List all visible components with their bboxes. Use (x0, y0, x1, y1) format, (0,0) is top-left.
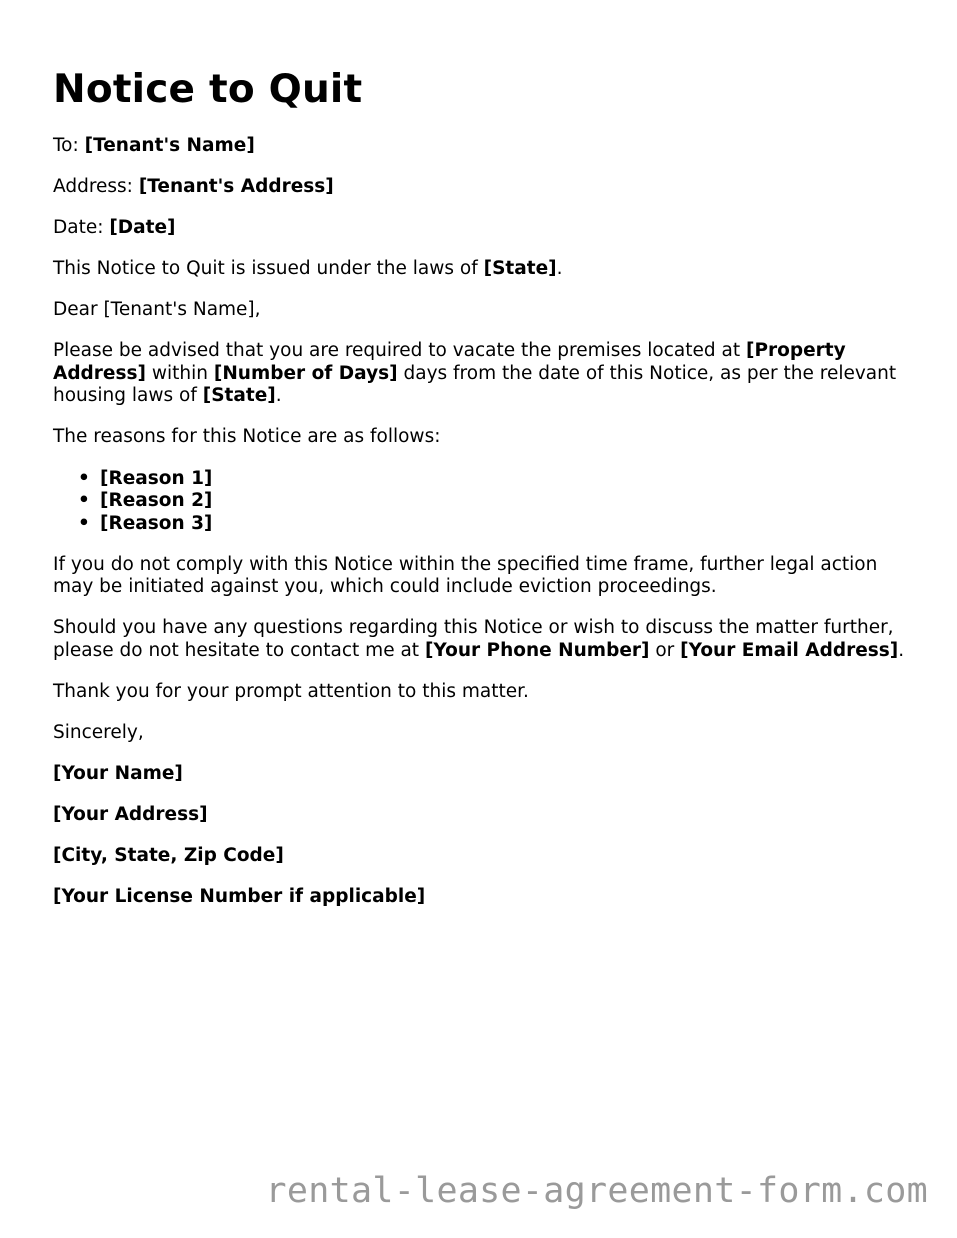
bullet-icon: • (78, 467, 90, 489)
address-value: [Tenant's Address] (138, 176, 334, 197)
vacate-state: [State] (202, 385, 276, 406)
address-label: Address: (53, 176, 133, 197)
document-page (53, 0, 918, 908)
to-label: To: (53, 135, 79, 156)
list-item (78, 512, 918, 536)
contact-end: . (898, 639, 905, 661)
bullet-icon: • (78, 512, 90, 534)
reason-text: [Reason 1] (100, 467, 213, 489)
signature-license: [Your License Number if applicable] (53, 885, 426, 907)
contact-email: [Your Email Address] (680, 639, 899, 661)
signature-address: [Your Address] (53, 803, 208, 825)
reason-text: [Reason 3] (100, 512, 213, 534)
list-item (78, 490, 918, 513)
signature-city: [City, State, Zip Code] (53, 844, 284, 866)
thanks-paragraph: Thank you for your prompt attention to this matter. (53, 680, 529, 702)
contact-paragraph (53, 617, 918, 662)
reason-text: [Reason 2] (100, 490, 213, 511)
issued-end: . (556, 258, 563, 279)
date-label: Date: (53, 217, 104, 238)
vacate-part2: within (151, 362, 208, 384)
issued-text: This Notice to Quit is issued under the laws of (53, 258, 478, 279)
vacate-part1: Please be advised that you are required to vacate the premises located at (53, 340, 741, 361)
date-line (53, 217, 918, 240)
address-line (53, 176, 918, 199)
vacate-end: . (275, 385, 282, 406)
page-title: Notice to Quit (53, 67, 363, 112)
bullet-icon: • (78, 490, 90, 511)
to-line (53, 135, 918, 158)
reasons-intro: The reasons for this Notice are as follows: (53, 426, 441, 447)
salutation: Dear [Tenant's Name], (53, 299, 261, 320)
compliance-paragraph: If you do not comply with this Notice within the specified time frame, further legal action may be initiated against you, which could include eviction proceedings. (53, 553, 878, 597)
vacate-paragraph (53, 340, 918, 408)
date-value: [Date] (109, 217, 176, 238)
signature-name: [Your Name] (53, 762, 183, 784)
vacate-days: [Number of Days] (213, 362, 398, 384)
list-item (78, 467, 918, 491)
closing: Sincerely, (53, 721, 144, 743)
issued-paragraph (53, 258, 918, 281)
reasons-list (53, 468, 918, 536)
contact-or: or (655, 639, 675, 661)
watermark: rental-lease-agreement-form.com (265, 1171, 928, 1211)
vacate-property: [Property Address] (53, 340, 846, 384)
contact-phone: [Your Phone Number] (424, 639, 650, 661)
vacate-part3: days from the date of this Notice, as per the relevant housing laws of (53, 362, 897, 406)
to-value: [Tenant's Name] (84, 135, 255, 156)
contact-part1: Should you have any questions regarding this Notice or wish to discuss the matter further, please do not hesitate to contact me at (53, 617, 894, 661)
issued-state: [State] (483, 258, 557, 279)
